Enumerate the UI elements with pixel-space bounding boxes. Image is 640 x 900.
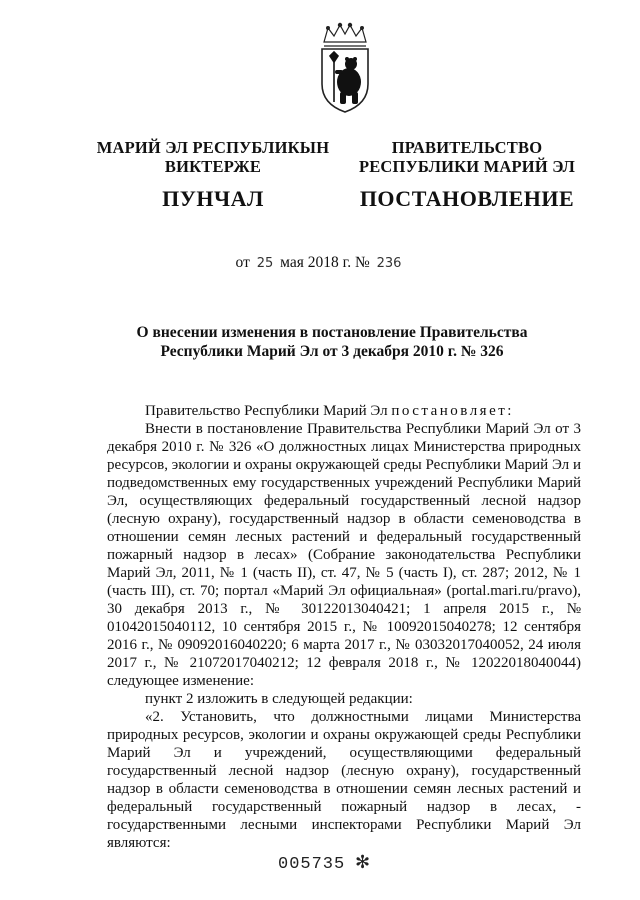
header-right-line1: ПРАВИТЕЛЬСТВО bbox=[391, 138, 543, 157]
title-line1: О внесении изменения в постановление Правительства bbox=[136, 324, 528, 341]
header-left-line1: МАРИЙ ЭЛ РЕСПУБЛИКЫН bbox=[96, 138, 330, 157]
paragraph-preamble bbox=[107, 402, 581, 420]
header-right-line2: РЕСПУБЛИКИ МАРИЙ ЭЛ bbox=[358, 157, 576, 176]
dateline-number: 236 bbox=[376, 256, 402, 271]
document-body bbox=[107, 402, 581, 852]
document-title bbox=[110, 323, 554, 361]
document-dateline bbox=[0, 254, 640, 272]
header-left-line2: ВИКТЕРЖЕ bbox=[164, 157, 262, 176]
header-left-doc-type: ПУНЧАЛ bbox=[162, 186, 264, 211]
dateline-prefix: от bbox=[235, 254, 250, 271]
paragraph-amendment: Внести в постановление Правительства Республики Марий Эл от 3 декабря 2010 г. № 326 «О должностных лицах Министерства природных ресурсов, экологии и охраны окружающей среды Республики Марий Эл и подведомственных ему государственных учреждений Республики Марий Эл, осуществляющих федеральный государственный лесной надзор (лесную охрану), государственный надзор в области семеноводства в отношении семян лесных растений и федеральный государственный пожарный надзор в лесах» (Собрание законодательства Республики Марий Эл, 2011, № 1 (часть II), ст. 47, № 5 (часть I), ст. 287; 2012, № 1 (часть III), ст. 70; портал «Марий Эл официальная» (portal.mari.ru/pravo), 30 декабря 2013 г., № 30122013040421; 1 апреля 2015 г., № 01042015040112, 10 сентября 2015 г., № 10092015040278; 12 сентября 2016 г., № 09092016040220; 6 марта 2017 г., № 03032017040052, 24 июля 2017 г., № 21072017040212; 12 февраля 2018 г., № 12022018040044) следующее изменение: bbox=[107, 421, 581, 689]
preamble-start: Правительство Республики Марий Эл bbox=[145, 403, 392, 419]
paragraph-clause: пункт 2 изложить в следующей редакции: bbox=[145, 691, 413, 707]
crown-icon bbox=[324, 23, 366, 46]
header-mari bbox=[88, 138, 338, 212]
header-russian bbox=[348, 138, 586, 212]
paragraph-new-wording: «2. Установить, что должностными лицами Министерства природных ресурсов, экологии и охраны окружающей среды Республики Марий Эл и учреждений, осуществляющими федеральный государственный лесной надзор (лесную охрану), государственный надзор в области семеноводства в отношении семян лесных растений и федеральный государственный пожарный надзор в лесах, - государственными лесными инспекторами Республики Марий Эл являются: bbox=[107, 709, 581, 851]
title-line2: Республики Марий Эл от 3 декабря 2010 г. № 326 bbox=[160, 343, 504, 360]
coat-of-arms-emblem bbox=[318, 22, 372, 114]
preamble-spaced-word: постановляет bbox=[391, 403, 508, 419]
header-right-doc-type: ПОСТАНОВЛЕНИЕ bbox=[359, 186, 575, 211]
preamble-end: : bbox=[507, 403, 512, 419]
dateline-middle: мая 2018 г. № bbox=[280, 254, 370, 271]
form-serial-number: 005735 bbox=[278, 855, 346, 874]
dateline-day: 25 bbox=[256, 256, 274, 271]
asterisk-icon: ✻ bbox=[355, 852, 371, 873]
